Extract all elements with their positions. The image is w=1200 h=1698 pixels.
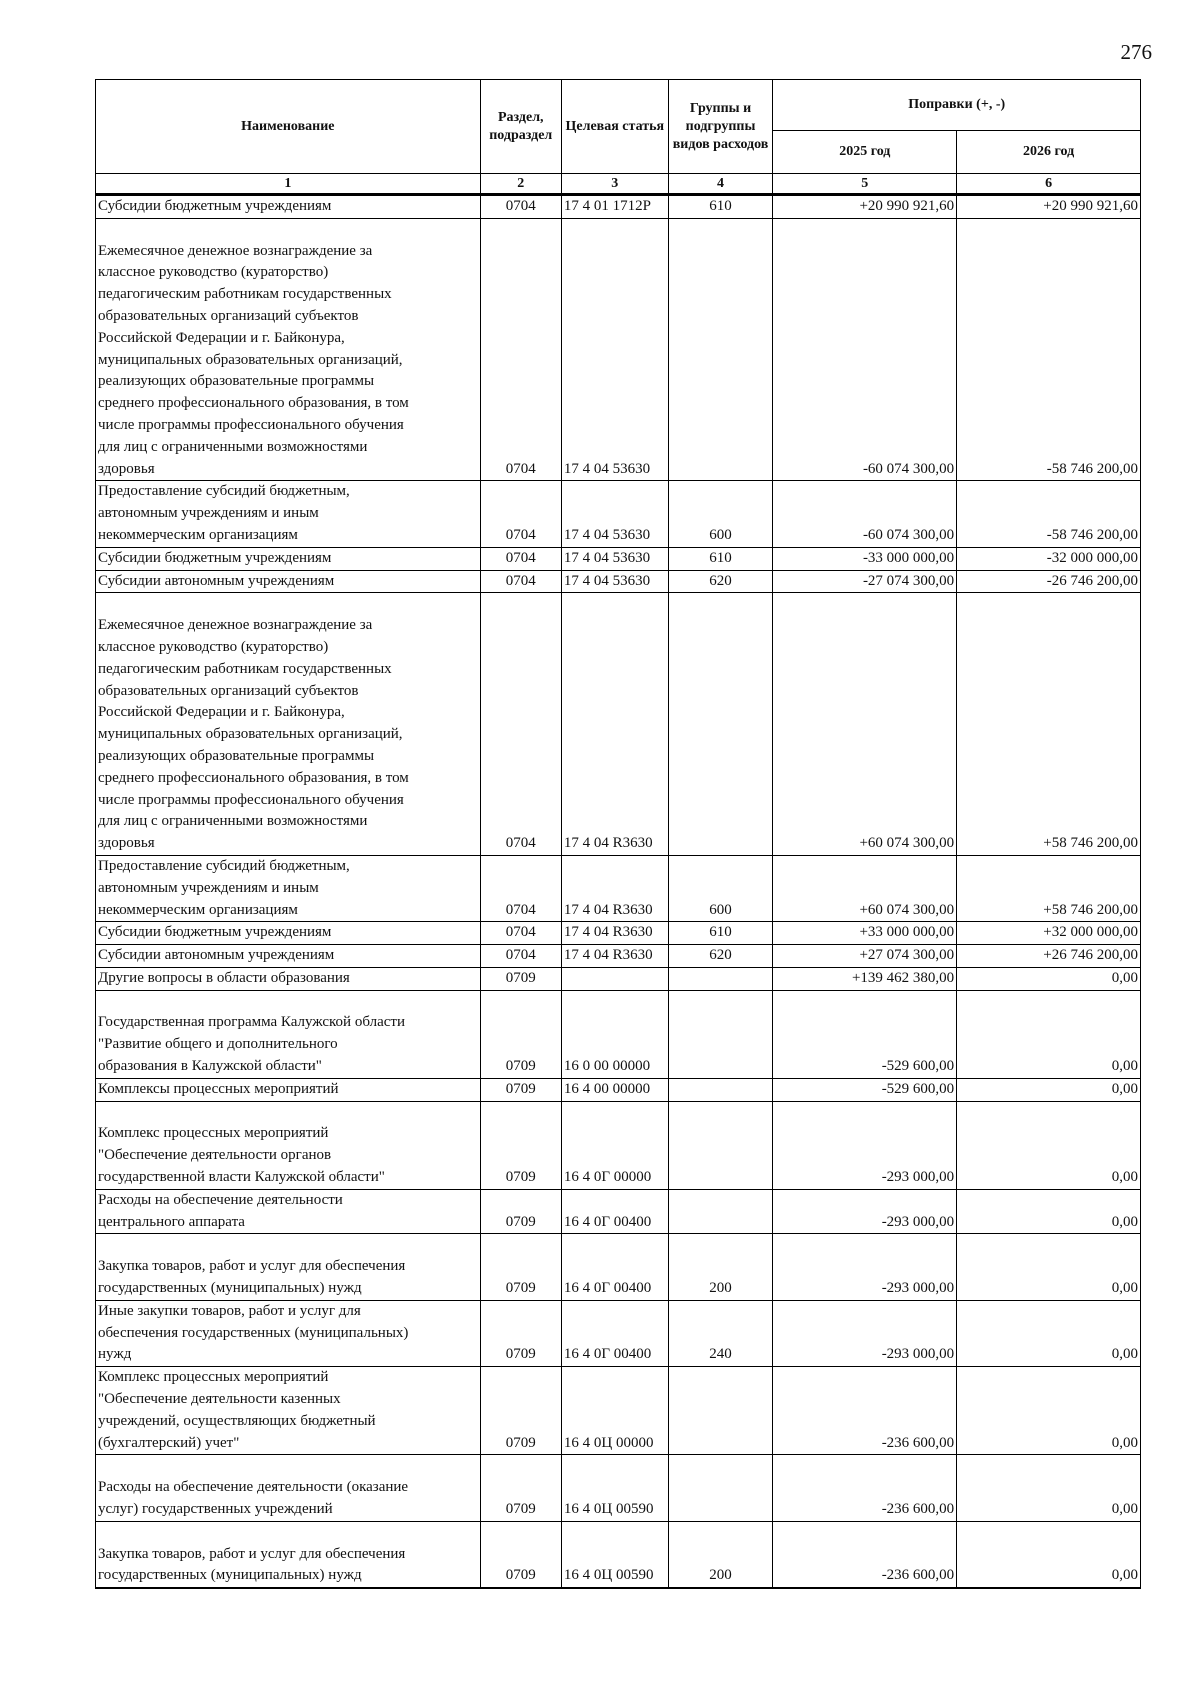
table-row <box>96 1078 1141 1101</box>
row-statya-cell: 17 4 04 R3630 <box>561 922 668 945</box>
row-name-cell: Расходы на обеспечение деятельности (оказание услуг) государственных учреждений <box>96 1455 481 1521</box>
table-row <box>96 922 1141 945</box>
row-vid-cell: 620 <box>668 945 773 968</box>
header-vid: Группы и подгруппы видов расходов <box>668 80 773 174</box>
row-razdel-cell: 0709 <box>480 1189 561 1234</box>
row-razdel-cell: 0709 <box>480 1367 561 1455</box>
row-vid-cell: 200 <box>668 1521 773 1588</box>
row-name-cell: Субсидии автономным учреждениям <box>96 570 481 593</box>
row-vid-cell <box>668 1101 773 1189</box>
row-amount-2026-cell: 0,00 <box>957 1101 1141 1189</box>
row-amount-2026-cell: +32 000 000,00 <box>957 922 1141 945</box>
row-vid-cell: 620 <box>668 570 773 593</box>
row-razdel-cell: 0704 <box>480 218 561 481</box>
row-amount-2025-cell: -293 000,00 <box>773 1101 957 1189</box>
row-amount-2026-cell: 0,00 <box>957 990 1141 1078</box>
table-row <box>96 593 1141 856</box>
row-vid-cell <box>668 218 773 481</box>
row-vid-cell <box>668 1189 773 1234</box>
row-vid-cell <box>668 990 773 1078</box>
header-popravki: Поправки (+, -) <box>773 80 1141 131</box>
row-amount-2026-cell: 0,00 <box>957 1189 1141 1234</box>
header-statya: Целевая статья <box>561 80 668 174</box>
row-statya-cell: 16 0 00 00000 <box>561 990 668 1078</box>
row-amount-2025-cell: +27 074 300,00 <box>773 945 957 968</box>
row-statya-cell: 16 4 0Ц 00590 <box>561 1455 668 1521</box>
table-row <box>96 1367 1141 1455</box>
row-vid-cell: 610 <box>668 195 773 219</box>
row-vid-cell: 200 <box>668 1234 773 1300</box>
row-name-cell: Другие вопросы в области образования <box>96 967 481 990</box>
row-name-cell: Комплексы процессных мероприятий <box>96 1078 481 1101</box>
table-row <box>96 1234 1141 1300</box>
row-name-cell: Закупка товаров, работ и услуг для обеспечения государственных (муниципальных) нужд <box>96 1521 481 1588</box>
row-amount-2026-cell: +58 746 200,00 <box>957 855 1141 921</box>
column-number: 6 <box>957 174 1141 195</box>
header-razdel: Раздел, подраздел <box>480 80 561 174</box>
row-vid-cell <box>668 593 773 856</box>
row-amount-2025-cell: -60 074 300,00 <box>773 481 957 547</box>
table-row <box>96 855 1141 921</box>
row-statya-cell: 16 4 0Г 00400 <box>561 1234 668 1300</box>
row-amount-2026-cell: 0,00 <box>957 1455 1141 1521</box>
row-statya-cell: 16 4 0Г 00000 <box>561 1101 668 1189</box>
budget-amendments-table <box>95 79 1141 1589</box>
header-year-2025: 2025 год <box>773 131 957 174</box>
row-vid-cell: 240 <box>668 1300 773 1366</box>
row-name-cell: Предоставление субсидий бюджетным, автономным учреждениям и иным некоммерческим организациям <box>96 855 481 921</box>
row-razdel-cell: 0704 <box>480 195 561 219</box>
column-number: 3 <box>561 174 668 195</box>
row-razdel-cell: 0709 <box>480 1521 561 1588</box>
row-amount-2025-cell: -236 600,00 <box>773 1455 957 1521</box>
row-vid-cell <box>668 967 773 990</box>
row-name-cell: Субсидии бюджетным учреждениям <box>96 195 481 219</box>
row-razdel-cell: 0704 <box>480 547 561 570</box>
row-razdel-cell: 0709 <box>480 1101 561 1189</box>
row-statya-cell: 16 4 0Ц 00000 <box>561 1367 668 1455</box>
table-row <box>96 481 1141 547</box>
row-statya-cell: 16 4 0Г 00400 <box>561 1300 668 1366</box>
row-amount-2025-cell: -293 000,00 <box>773 1300 957 1366</box>
row-amount-2025-cell: +20 990 921,60 <box>773 195 957 219</box>
table-row <box>96 547 1141 570</box>
row-amount-2026-cell: -58 746 200,00 <box>957 481 1141 547</box>
table-row <box>96 195 1141 219</box>
row-statya-cell <box>561 967 668 990</box>
table-row <box>96 967 1141 990</box>
row-name-cell: Субсидии бюджетным учреждениям <box>96 547 481 570</box>
table-row <box>96 1521 1141 1588</box>
row-amount-2025-cell: -529 600,00 <box>773 1078 957 1101</box>
row-statya-cell: 17 4 04 R3630 <box>561 593 668 856</box>
table-header <box>96 80 1141 195</box>
row-amount-2025-cell: -60 074 300,00 <box>773 218 957 481</box>
row-razdel-cell: 0704 <box>480 945 561 968</box>
row-statya-cell: 17 4 04 53630 <box>561 218 668 481</box>
row-amount-2026-cell: 0,00 <box>957 967 1141 990</box>
row-statya-cell: 17 4 04 R3630 <box>561 945 668 968</box>
row-name-cell: Иные закупки товаров, работ и услуг для обеспечения государственных (муниципальных) нужд <box>96 1300 481 1366</box>
row-amount-2026-cell: +20 990 921,60 <box>957 195 1141 219</box>
column-number: 1 <box>96 174 481 195</box>
row-name-cell: Государственная программа Калужской области "Развитие общего и дополнительного образования в Калужской области" <box>96 990 481 1078</box>
row-vid-cell: 600 <box>668 481 773 547</box>
row-amount-2025-cell: -236 600,00 <box>773 1521 957 1588</box>
row-statya-cell: 17 4 04 53630 <box>561 570 668 593</box>
row-statya-cell: 17 4 04 53630 <box>561 547 668 570</box>
table-row <box>96 1455 1141 1521</box>
row-amount-2026-cell: 0,00 <box>957 1078 1141 1101</box>
row-razdel-cell: 0704 <box>480 855 561 921</box>
table-body <box>96 195 1141 1589</box>
table-row <box>96 1101 1141 1189</box>
row-razdel-cell: 0709 <box>480 1234 561 1300</box>
row-razdel-cell: 0709 <box>480 967 561 990</box>
row-amount-2026-cell: +26 746 200,00 <box>957 945 1141 968</box>
column-number: 5 <box>773 174 957 195</box>
row-amount-2025-cell: -236 600,00 <box>773 1367 957 1455</box>
row-vid-cell: 610 <box>668 922 773 945</box>
row-razdel-cell: 0709 <box>480 1455 561 1521</box>
row-name-cell: Ежемесячное денежное вознаграждение за классное руководство (кураторство) педагогическим работникам государственных образовательных организаций субъектов Российской Федерации и г. Байконура, муниципальных образовательных организаций, реализующих образовательные программы среднего профессионального образования, в том числе программы профессионального обучения для лиц с ограниченными возможностями здоровья <box>96 218 481 481</box>
row-statya-cell: 16 4 0Ц 00590 <box>561 1521 668 1588</box>
row-amount-2025-cell: -293 000,00 <box>773 1234 957 1300</box>
row-razdel-cell: 0704 <box>480 570 561 593</box>
row-vid-cell <box>668 1455 773 1521</box>
row-amount-2026-cell: 0,00 <box>957 1234 1141 1300</box>
column-number: 2 <box>480 174 561 195</box>
row-name-cell: Закупка товаров, работ и услуг для обеспечения государственных (муниципальных) нужд <box>96 1234 481 1300</box>
row-amount-2025-cell: +60 074 300,00 <box>773 855 957 921</box>
row-statya-cell: 16 4 0Г 00400 <box>561 1189 668 1234</box>
row-amount-2026-cell: -58 746 200,00 <box>957 218 1141 481</box>
column-number: 4 <box>668 174 773 195</box>
row-amount-2026-cell: -32 000 000,00 <box>957 547 1141 570</box>
table-row <box>96 1189 1141 1234</box>
row-statya-cell: 16 4 00 00000 <box>561 1078 668 1101</box>
row-vid-cell <box>668 1367 773 1455</box>
row-razdel-cell: 0704 <box>480 593 561 856</box>
row-amount-2026-cell: -26 746 200,00 <box>957 570 1141 593</box>
row-razdel-cell: 0709 <box>480 990 561 1078</box>
row-amount-2025-cell: +139 462 380,00 <box>773 967 957 990</box>
row-amount-2026-cell: 0,00 <box>957 1367 1141 1455</box>
row-vid-cell: 610 <box>668 547 773 570</box>
table-row <box>96 218 1141 481</box>
row-name-cell: Субсидии автономным учреждениям <box>96 945 481 968</box>
row-razdel-cell: 0709 <box>480 1300 561 1366</box>
row-name-cell: Предоставление субсидий бюджетным, автономным учреждениям и иным некоммерческим организациям <box>96 481 481 547</box>
row-amount-2025-cell: -27 074 300,00 <box>773 570 957 593</box>
row-amount-2025-cell: -293 000,00 <box>773 1189 957 1234</box>
table-row <box>96 570 1141 593</box>
row-statya-cell: 17 4 04 R3630 <box>561 855 668 921</box>
header-name: Наименование <box>96 80 481 174</box>
row-amount-2026-cell: 0,00 <box>957 1300 1141 1366</box>
row-amount-2025-cell: -529 600,00 <box>773 990 957 1078</box>
row-name-cell: Субсидии бюджетным учреждениям <box>96 922 481 945</box>
page-number: 276 <box>1120 40 1152 64</box>
row-name-cell: Ежемесячное денежное вознаграждение за классное руководство (кураторство) педагогическим работникам государственных образовательных организаций субъектов Российской Федерации и г. Байконура, муниципальных образовательных организаций, реализующих образовательные программы среднего профессионального образования, в том числе программы профессионального обучения для лиц с ограниченными возможностями здоровья <box>96 593 481 856</box>
row-vid-cell: 600 <box>668 855 773 921</box>
table-row <box>96 990 1141 1078</box>
row-amount-2025-cell: -33 000 000,00 <box>773 547 957 570</box>
row-razdel-cell: 0704 <box>480 922 561 945</box>
header-year-2026: 2026 год <box>957 131 1141 174</box>
row-amount-2025-cell: +60 074 300,00 <box>773 593 957 856</box>
row-amount-2026-cell: +58 746 200,00 <box>957 593 1141 856</box>
row-name-cell: Комплекс процессных мероприятий "Обеспечение деятельности казенных учреждений, осуществляющих бюджетный (бухгалтерский) учет" <box>96 1367 481 1455</box>
row-amount-2026-cell: 0,00 <box>957 1521 1141 1588</box>
row-razdel-cell: 0709 <box>480 1078 561 1101</box>
row-statya-cell: 17 4 04 53630 <box>561 481 668 547</box>
table-row <box>96 945 1141 968</box>
row-name-cell: Расходы на обеспечение деятельности центрального аппарата <box>96 1189 481 1234</box>
row-amount-2025-cell: +33 000 000,00 <box>773 922 957 945</box>
row-statya-cell: 17 4 01 1712Р <box>561 195 668 219</box>
table-row <box>96 1300 1141 1366</box>
row-name-cell: Комплекс процессных мероприятий "Обеспечение деятельности органов государственной власти Калужской области" <box>96 1101 481 1189</box>
row-vid-cell <box>668 1078 773 1101</box>
row-razdel-cell: 0704 <box>480 481 561 547</box>
